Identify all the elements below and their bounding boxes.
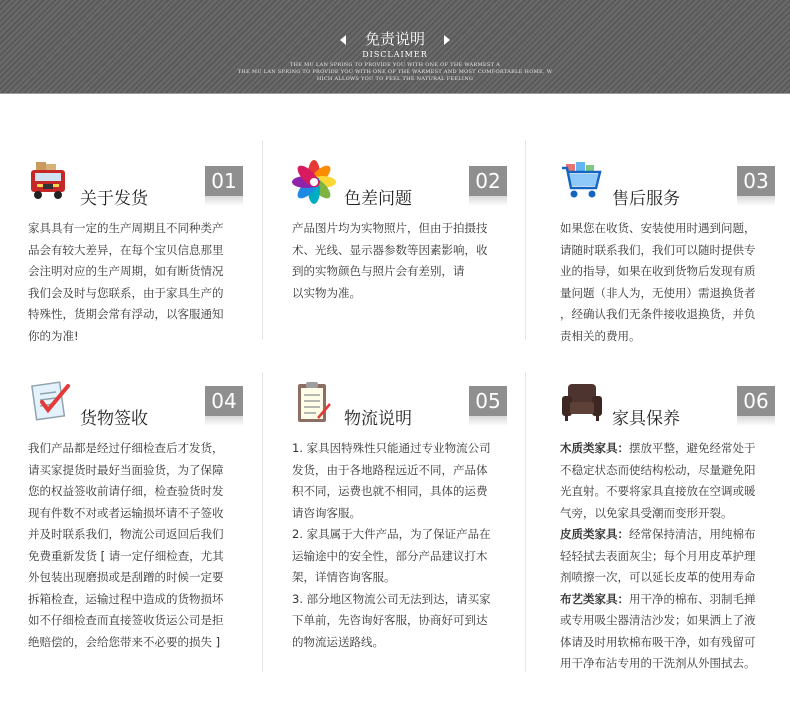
body-line: 我们产品都是经过仔细检查后才发货，	[28, 441, 224, 455]
card-number-badge: 06	[737, 386, 775, 416]
color-palette-icon	[292, 160, 336, 204]
body-line: 如不仔细检查而直接签收货运公司是拒	[28, 613, 224, 627]
divider	[262, 372, 263, 672]
banner-title-row	[0, 28, 790, 49]
clipboard-icon	[292, 380, 336, 424]
section-label: 布艺类家具：	[560, 591, 629, 606]
body-line: 免费重新发货 [ 请一定仔细检查，尤其	[28, 548, 224, 563]
body-line: 术、光线、显示器参数等因素影响，收	[292, 242, 488, 257]
body-line: 业的指导，如果在收到货物后发现有质	[560, 264, 756, 278]
divider	[262, 140, 263, 340]
card-color-difference	[292, 160, 507, 304]
body-line: 轻轻拭去表面灰尘；每个月用皮革护理	[560, 548, 756, 563]
card-body	[292, 218, 507, 304]
card-number-badge: 02	[469, 166, 507, 196]
body-line: 运输途中的安全性，部分产品建议打木	[292, 548, 488, 563]
body-line: 光直射。不要将家具直接放在空调或暖	[560, 484, 756, 498]
section-text: 摆放平整，避免经常处于	[629, 441, 756, 455]
body-line: 到的实物颜色与照片会有差别，请	[292, 264, 465, 278]
body-line: 家具具有一定的生产周期且不同种类产	[28, 221, 224, 235]
shopping-cart-icon	[560, 160, 604, 204]
card-title: 物流说明	[344, 409, 412, 429]
card-body	[292, 438, 507, 653]
body-line: ，经确认我们无条件接收退换货，并负	[560, 307, 756, 321]
body-line: 3. 部分地区物流公司无法到达，请买家	[292, 591, 491, 606]
banner-small-line-1: THE MU LAN SPRING TO PROVIDE YOU WITH ONE OF THE WARMEST A	[289, 62, 501, 68]
card-title: 货物签收	[80, 409, 148, 429]
section-label: 木质类家具：	[560, 441, 629, 455]
body-line: 2. 家具属于大件产品，为了保证产品在	[292, 527, 491, 541]
card-body	[560, 438, 775, 675]
body-line: 量问题（非人为，无使用）需退换货者	[560, 285, 756, 300]
card-number-badge: 03	[737, 166, 775, 196]
body-line: 绝赔偿的，会给您带来不必要的损失 ]	[28, 634, 221, 649]
body-line: 的物流运送路线。	[292, 634, 384, 649]
body-line: 现有件数不对或者运输损坏请不子签收	[28, 505, 224, 520]
card-furniture-care	[560, 380, 775, 675]
body-line: 体请及时用软棉布吸干净，如有残留可	[560, 634, 756, 649]
body-line: 下单前，先咨询好客服，协商好可到达	[292, 613, 488, 627]
divider	[525, 372, 526, 672]
right-arrow-icon[interactable]	[444, 35, 450, 45]
body-line	[560, 524, 775, 546]
card-number-badge: 01	[205, 166, 243, 196]
body-line: 1. 家具因特殊性只能通过专业物流公司	[292, 441, 491, 455]
card-receipt	[28, 380, 243, 653]
body-line: 会注明对应的生产周期，如有断货情况	[28, 264, 224, 278]
card-title: 家具保养	[612, 409, 680, 429]
card-title: 关于发货	[80, 189, 148, 209]
card-title: 色差问题	[344, 189, 412, 209]
body-line: 请买家提货时最好当面验货，为了保障	[28, 462, 224, 477]
body-line: 外包装出现磨损或是刮蹭的时候一定要	[28, 570, 224, 584]
card-shipping	[28, 160, 243, 347]
body-line	[560, 438, 775, 460]
section-text: 经常保持清洁，用纯棉布	[629, 527, 756, 541]
body-line: 我们会及时与您联系，由于家具生产的	[28, 285, 224, 300]
body-line: 如果您在收货、安装使用时遇到问题，	[560, 221, 756, 235]
body-line: 请随时联系我们，我们可以随时提供专	[560, 242, 756, 257]
body-line: 用干净布沾专用的干洗剂从外围拭去。	[560, 656, 756, 670]
checklist-icon	[28, 380, 72, 424]
body-line: 你的为准!	[28, 328, 79, 343]
divider	[525, 140, 526, 340]
banner-small-line-2: THE MU LAN SPRING TO PROVIDE YOU WITH ONE OF THE WARMEST AND MOST COMFORTABLE HOME, W	[237, 69, 553, 75]
banner-small-line-3: HICH ALLOWS YOU TO FEEL THE NATURAL FEELING	[316, 76, 474, 82]
card-body	[560, 218, 775, 347]
body-line: 以实物为准。	[292, 285, 361, 300]
card-after-sales	[560, 160, 775, 347]
body-line: 产品图片均为实物照片，但由于拍摄技	[292, 221, 488, 235]
body-line: 责相关的费用。	[560, 328, 641, 343]
body-line	[560, 589, 775, 611]
left-arrow-icon[interactable]	[340, 35, 346, 45]
body-line: 品会有较大差异，在每个宝贝信息那里	[28, 242, 224, 257]
body-line: 不稳定状态而使结构松动，尽量避免阳	[560, 462, 756, 477]
banner-title: 免责说明	[364, 30, 425, 48]
card-body	[28, 218, 243, 347]
delivery-truck-icon	[28, 160, 72, 204]
card-body	[28, 438, 243, 653]
banner-subtitle: DISCLAIMER	[362, 50, 428, 59]
body-line: 发货，由于各地路程远近不同，产品体	[292, 462, 488, 477]
body-line: 或专用吸尘器清洁沙发；如果洒上了液	[560, 613, 756, 627]
body-line: 您的权益签收前请仔细，检查验货时发	[28, 484, 224, 498]
body-line: 积不同，运费也就不相同，具体的运费	[292, 484, 488, 498]
card-number-badge: 04	[205, 386, 243, 416]
body-line: 剂喷擦一次，可以延长皮革的使用寿命	[560, 570, 756, 584]
card-title: 售后服务	[612, 189, 680, 209]
body-line: 气旁，以免家具受潮而变形开裂。	[560, 505, 733, 520]
body-line: 并及时联系我们，物流公司返回后我们	[28, 527, 224, 541]
armchair-icon	[560, 380, 604, 424]
body-line: 拆箱检查，运输过程中造成的货物损坏	[28, 591, 224, 606]
body-line: 架，详情咨询客服。	[292, 570, 396, 584]
body-line: 特殊性，货期会常有浮动，以客服通知	[28, 307, 224, 321]
body-line: 请咨询客服。	[292, 505, 361, 520]
section-label: 皮质类家具：	[560, 527, 629, 541]
card-number-badge: 05	[469, 386, 507, 416]
card-logistics	[292, 380, 507, 653]
disclaimer-banner	[0, 0, 790, 94]
section-text: 用干净的棉布、羽制毛掸	[629, 591, 756, 606]
